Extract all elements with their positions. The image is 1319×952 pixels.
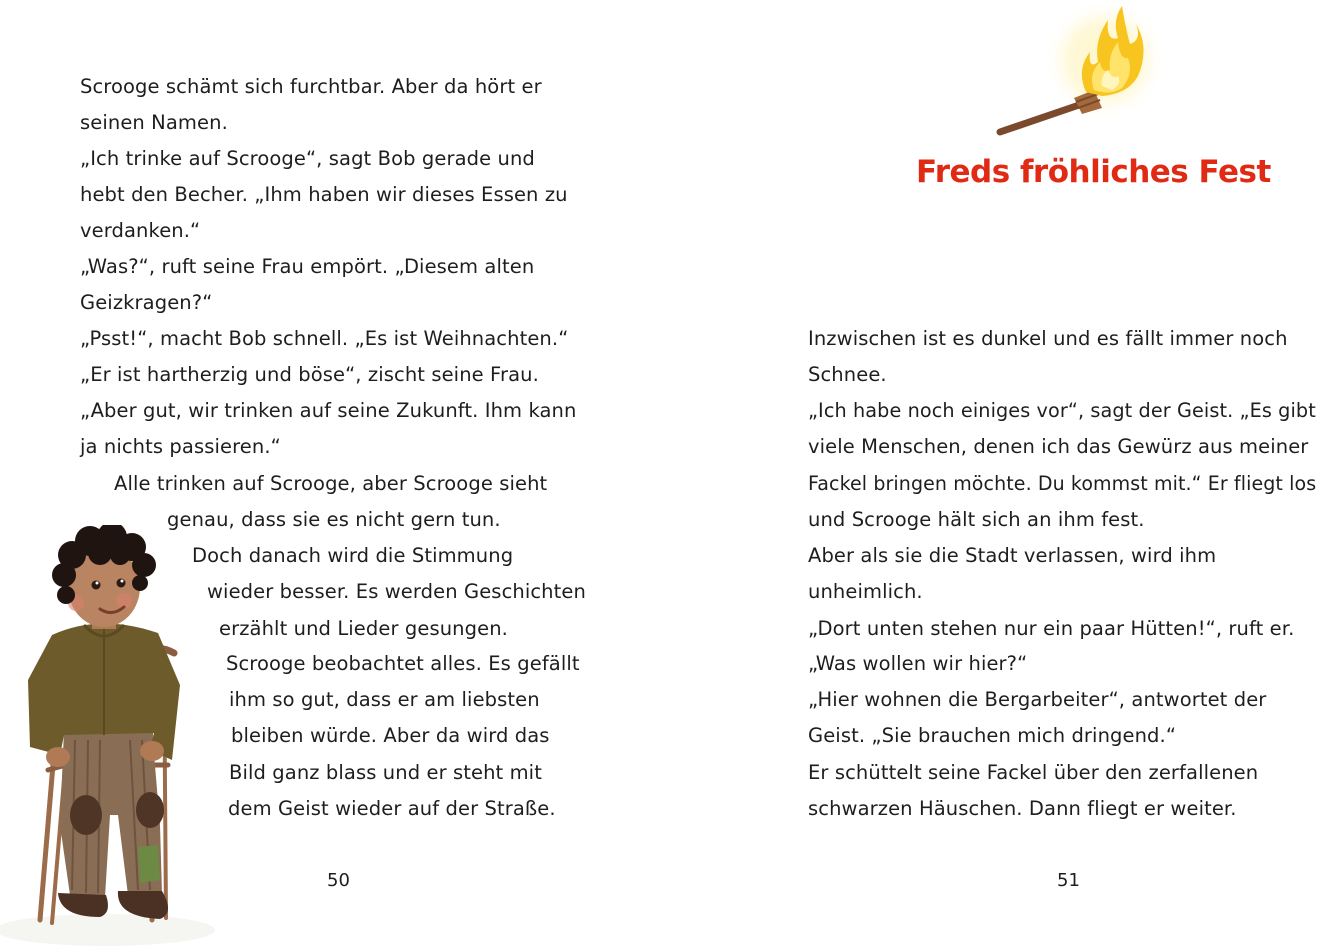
text-line: Schnee. [808,363,887,386]
left-page [0,0,640,952]
text-line: Aber als sie die Stadt verlassen, wird ihm [808,544,1217,567]
text-line: wieder besser. Es werden Geschichten [207,580,586,603]
text-line: und Scrooge hält sich an ihm fest. [808,508,1145,531]
text-line: Bild ganz blass und er steht mit [229,761,542,784]
text-line: dem Geist wieder auf der Straße. [228,797,556,820]
text-line: ja nichts passieren.“ [80,435,281,458]
text-line: schwarzen Häuschen. Dann fliegt er weiter. [808,797,1237,820]
text-line: Geizkragen?“ [80,291,213,314]
text-line: genau, dass sie es nicht gern tun. [167,508,501,531]
chapter-title: Freds fröhliches Fest [916,154,1271,190]
text-line: viele Menschen, denen ich das Gewürz aus meiner [808,435,1309,458]
text-line: erzählt und Lieder gesungen. [219,617,508,640]
text-line: „Hier wohnen die Bergarbeiter“, antwortet der [808,688,1267,711]
text-line: unheimlich. [808,580,923,603]
text-line: verdanken.“ [80,219,201,242]
text-line: Fackel bringen möchte. Du kommst mit.“ Er fliegt los [808,472,1317,495]
text-line: „Was wollen wir hier?“ [808,652,1028,675]
text-line: Inzwischen ist es dunkel und es fällt immer noch [808,327,1288,350]
text-line: Scrooge beobachtet alles. Es gefällt [226,652,580,675]
torch-illustration [990,0,1170,140]
text-line: „Ich trinke auf Scrooge“, sagt Bob gerade und [80,147,535,170]
text-line: ihm so gut, dass er am liebsten [229,688,540,711]
text-line: Alle trinken auf Scrooge, aber Scrooge sieht [114,472,548,495]
text-line: bleiben würde. Aber da wird das [231,724,550,747]
page-number: 51 [1057,870,1080,891]
text-line: Geist. „Sie brauchen mich dringend.“ [808,724,1177,747]
text-line: Er schüttelt seine Fackel über den zerfallenen [808,761,1259,784]
text-line: „Aber gut, wir trinken auf seine Zukunft. Ihm kann [80,399,577,422]
text-line: Doch danach wird die Stimmung [192,544,514,567]
boy-with-crutches-illustration [0,525,240,952]
text-line: hebt den Becher. „Ihm haben wir dieses Essen zu [80,183,568,206]
text-line: „Dort unten stehen nur ein paar Hütten!“, ruft er. [808,617,1295,640]
text-line: „Psst!“, macht Bob schnell. „Es ist Weihnachten.“ [80,327,569,350]
page-number: 50 [327,870,350,891]
text-line: „Was?“, ruft seine Frau empört. „Diesem alten [80,255,535,278]
text-line: Scrooge schämt sich furchtbar. Aber da hört er [80,75,542,98]
text-line: „Er ist hartherzig und böse“, zischt seine Frau. [80,363,539,386]
text-line: seinen Namen. [80,111,228,134]
text-line: „Ich habe noch einiges vor“, sagt der Geist. „Es gibt [808,399,1316,422]
